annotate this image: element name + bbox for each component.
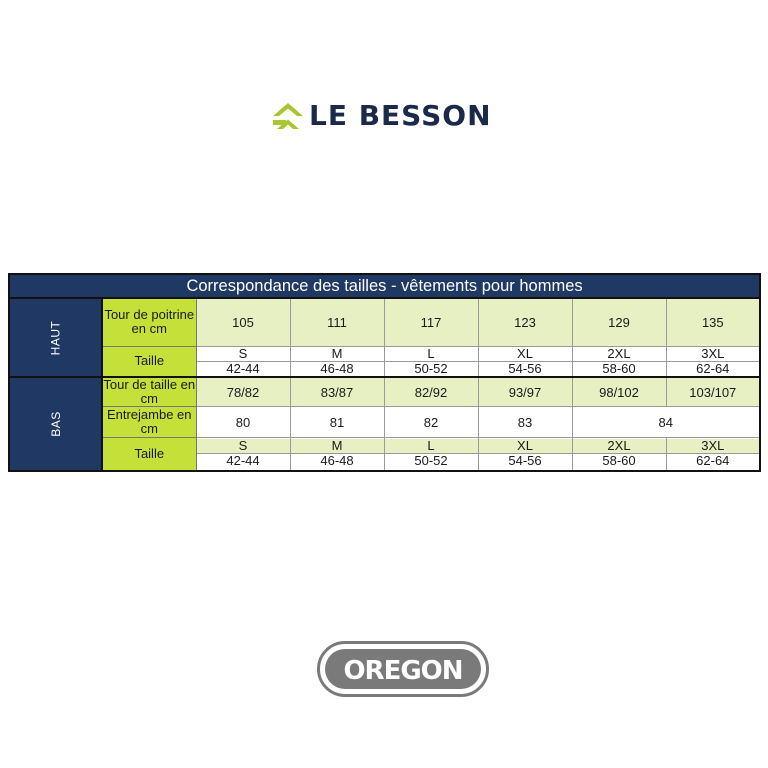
size-range: 62-64: [696, 453, 730, 469]
size-chart-table: [8, 273, 761, 472]
size-range: 50-52: [414, 453, 448, 469]
size-letter: S: [197, 347, 290, 362]
size-cell: [666, 346, 760, 377]
size-range: 42-44: [226, 453, 260, 469]
row-label-taille: Taille: [102, 438, 196, 471]
size-letter: L: [385, 439, 478, 454]
table-cell-merged: 84: [572, 407, 760, 438]
table-cell: 105: [196, 298, 290, 346]
size-letter: 3XL: [667, 439, 760, 454]
size-letter: 2XL: [573, 347, 666, 362]
size-range: 62-64: [696, 360, 730, 376]
oregon-logo-text: OREGON: [343, 656, 463, 686]
size-range: 58-60: [602, 360, 636, 376]
oregon-logo: [317, 641, 489, 702]
size-cell: [478, 346, 572, 377]
table-cell: 83/87: [290, 377, 384, 407]
size-cell: [666, 438, 760, 471]
group-haut-label: HAUT: [48, 320, 63, 356]
size-cell: [572, 346, 666, 377]
table-cell: 98/102: [572, 377, 666, 407]
size-cell: [196, 438, 290, 471]
size-range: 46-48: [320, 360, 354, 376]
size-letter: M: [291, 439, 384, 454]
group-bas-label: BAS: [48, 411, 63, 438]
table-cell: 82: [384, 407, 478, 438]
size-letter: XL: [479, 347, 572, 362]
row-label-entrejambe: Entrejambe en cm: [102, 407, 196, 438]
size-cell: [384, 346, 478, 377]
size-cell: [196, 346, 290, 377]
size-cell: [290, 438, 384, 471]
size-cell: [290, 346, 384, 377]
size-letter: S: [197, 439, 290, 454]
table-cell: 78/82: [196, 377, 290, 407]
table-cell: 93/97: [478, 377, 572, 407]
size-letter: XL: [479, 439, 572, 454]
size-letter: L: [385, 347, 478, 362]
table-cell: 117: [384, 298, 478, 346]
le-besson-logo: [273, 100, 492, 132]
table-cell: 111: [290, 298, 384, 346]
chevron-up-logo-icon: [273, 103, 303, 129]
size-range: 58-60: [602, 453, 636, 469]
size-letter: M: [291, 347, 384, 362]
row-label-taille: Taille: [102, 346, 196, 377]
row-label-tour-poitrine: Tour de poitrine en cm: [102, 298, 196, 346]
size-letter: 3XL: [667, 347, 760, 362]
size-range: 42-44: [226, 360, 260, 376]
table-cell: 83: [478, 407, 572, 438]
size-cell: [572, 438, 666, 471]
size-range: 54-56: [508, 453, 542, 469]
table-cell: 129: [572, 298, 666, 346]
table-cell: 80: [196, 407, 290, 438]
group-bas: [9, 377, 102, 471]
size-letter: 2XL: [573, 439, 666, 454]
table-cell: 135: [666, 298, 760, 346]
size-range: 46-48: [320, 453, 354, 469]
table-cell: 103/107: [666, 377, 760, 407]
size-range: 50-52: [414, 360, 448, 376]
table-title: Correspondance des tailles - vêtements pour hommes: [9, 274, 760, 298]
row-label-tour-taille: Tour de taille en cm: [103, 377, 196, 406]
table-cell: 81: [290, 407, 384, 438]
size-cell: [478, 438, 572, 471]
group-haut: [9, 298, 102, 377]
size-cell: [384, 438, 478, 471]
oregon-logo-graphic: [317, 641, 489, 697]
table-cell: 82/92: [384, 377, 478, 407]
table-cell: 123: [478, 298, 572, 346]
size-range: 54-56: [508, 360, 542, 376]
brand-name: LE BESSON: [309, 99, 492, 132]
